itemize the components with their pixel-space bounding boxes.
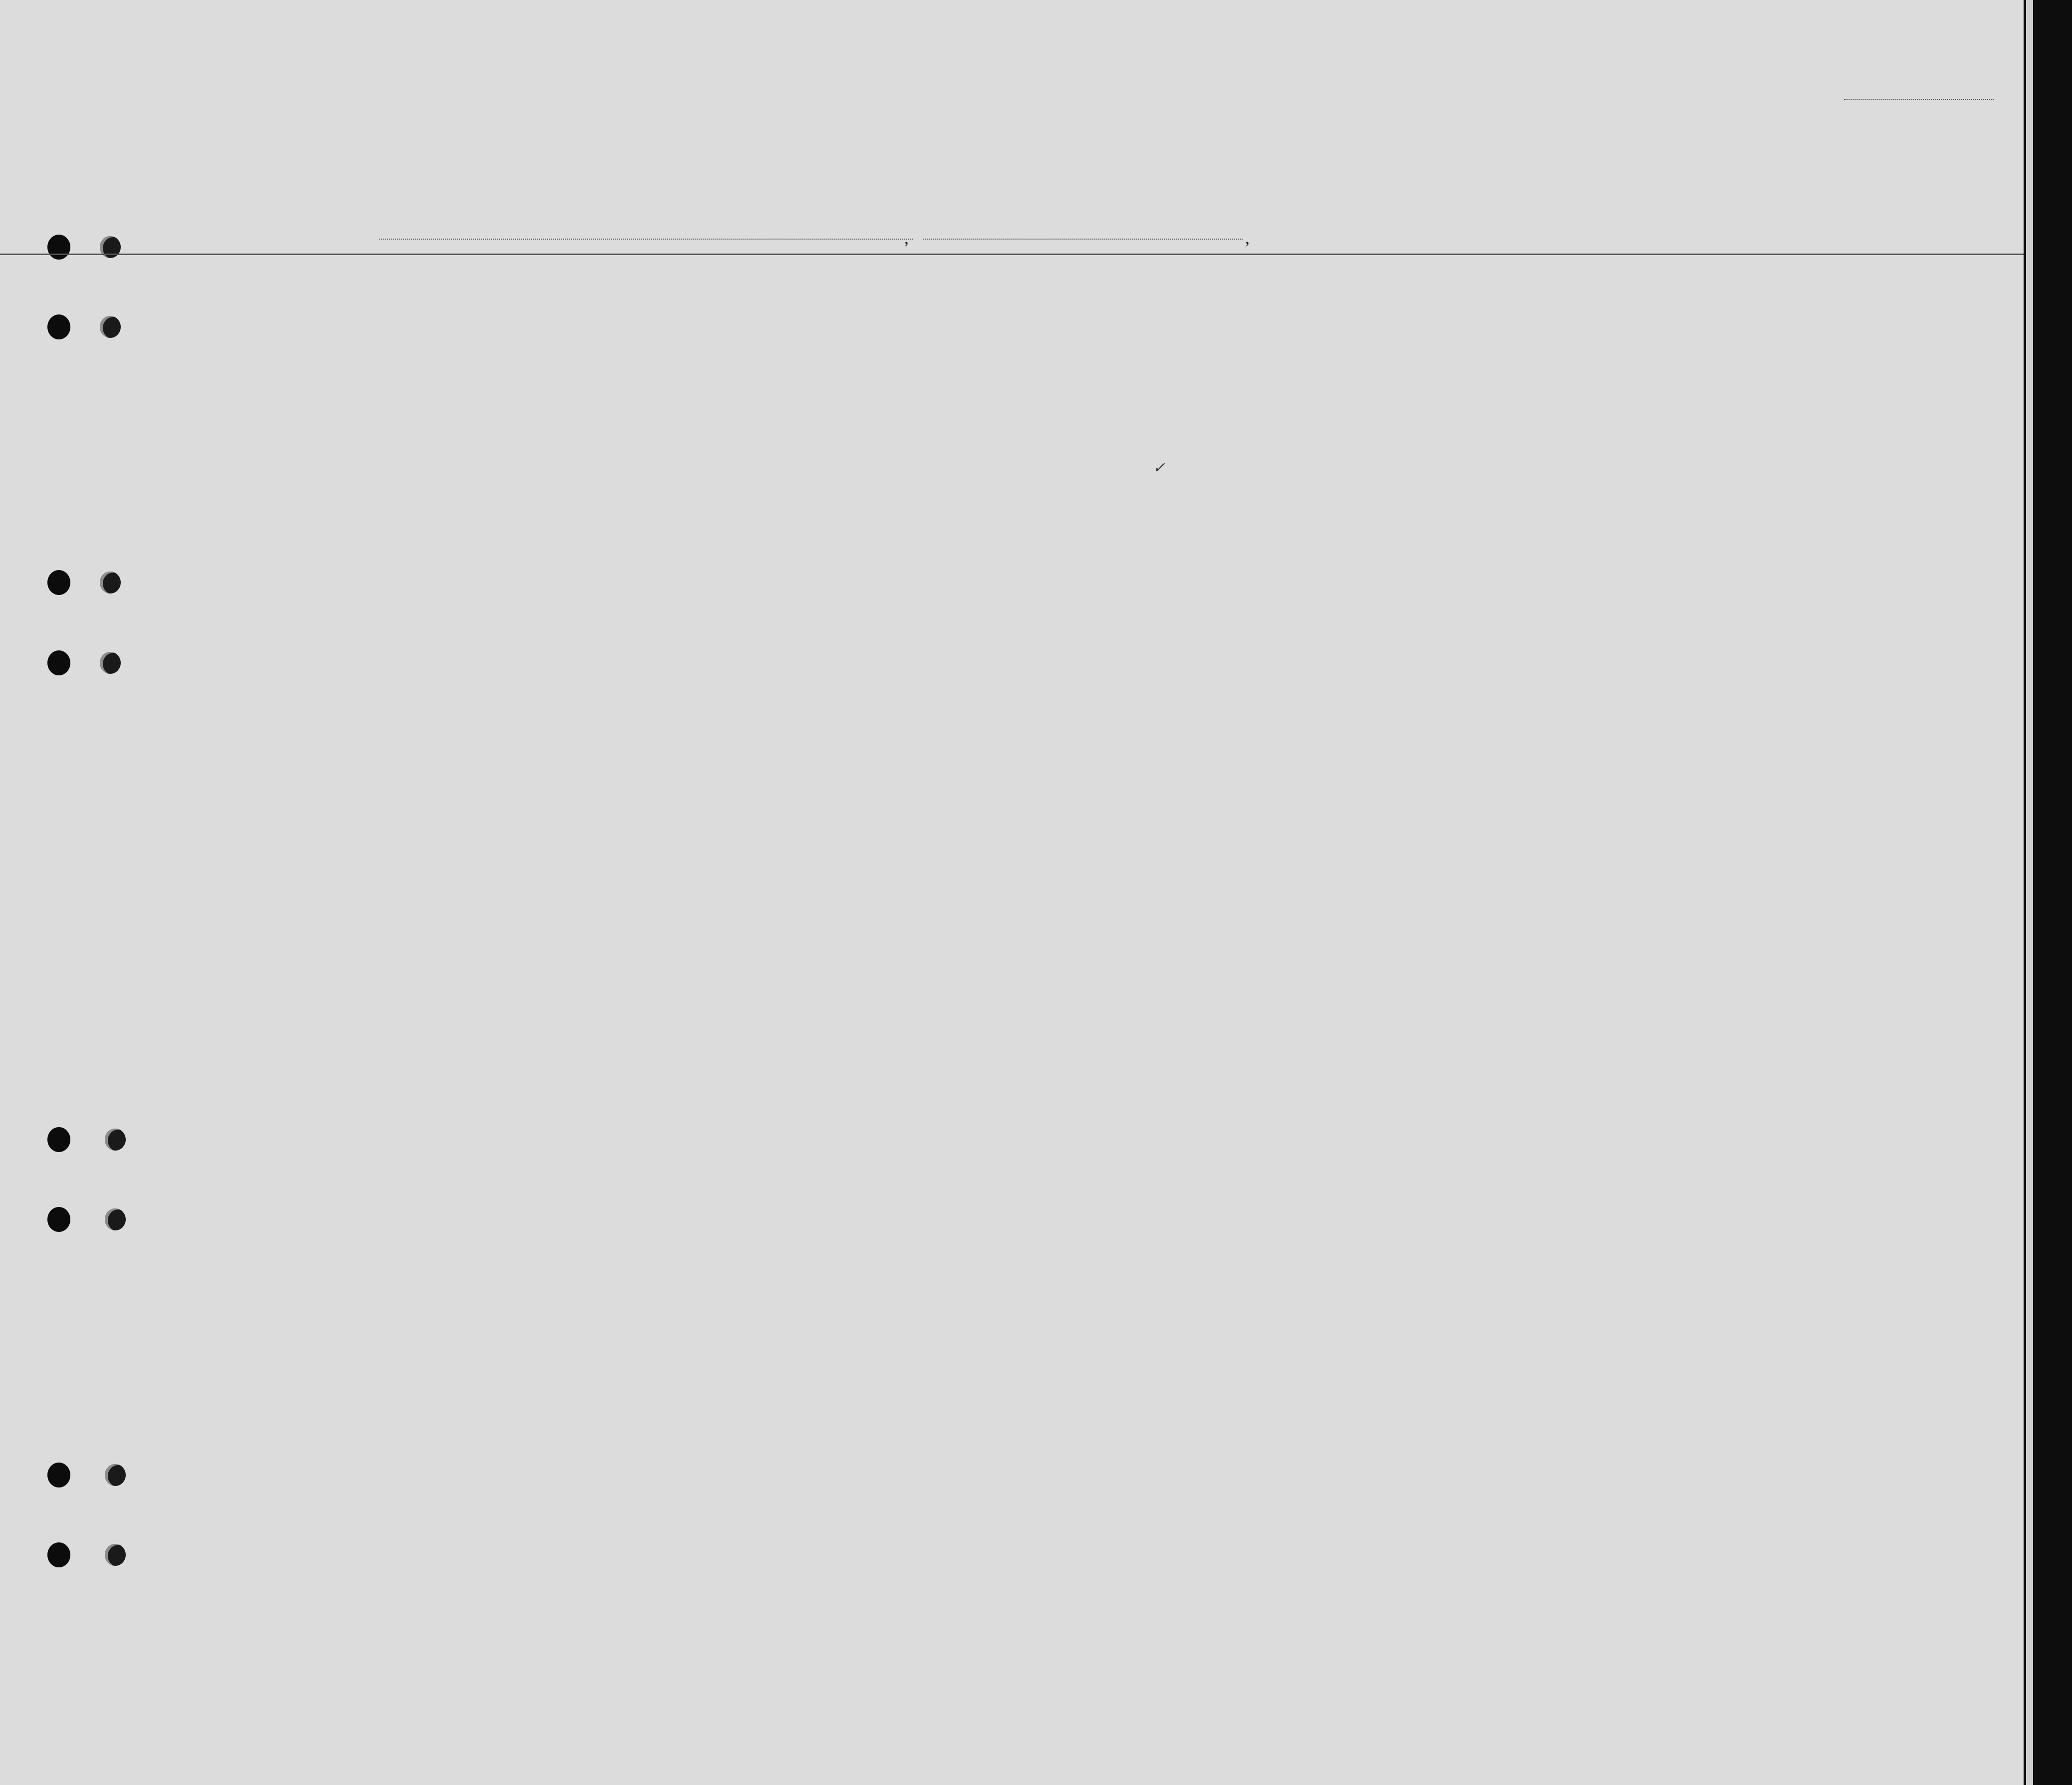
header-purpose-c [1311, 333, 1333, 433]
page-edge [2026, 0, 2033, 1785]
header-possession-50 [756, 299, 785, 432]
header-ticket [626, 299, 651, 432]
header-purpose-a [1228, 333, 1259, 433]
check-mark-icon: ✓ [1153, 459, 1166, 477]
comma: , [904, 228, 909, 248]
header-anarchist [1408, 302, 1428, 432]
header-polygamist [1385, 302, 1405, 432]
header-q28 [1432, 302, 1495, 432]
header-inches [1724, 362, 1741, 427]
header-feet [1699, 362, 1716, 427]
header-q31 [1559, 302, 1579, 432]
header-purpose-b [1276, 333, 1306, 433]
header-q30 [1535, 302, 1559, 432]
comma: , [1245, 228, 1250, 248]
header-q29 [1495, 302, 1535, 432]
header-prison [1341, 302, 1376, 432]
